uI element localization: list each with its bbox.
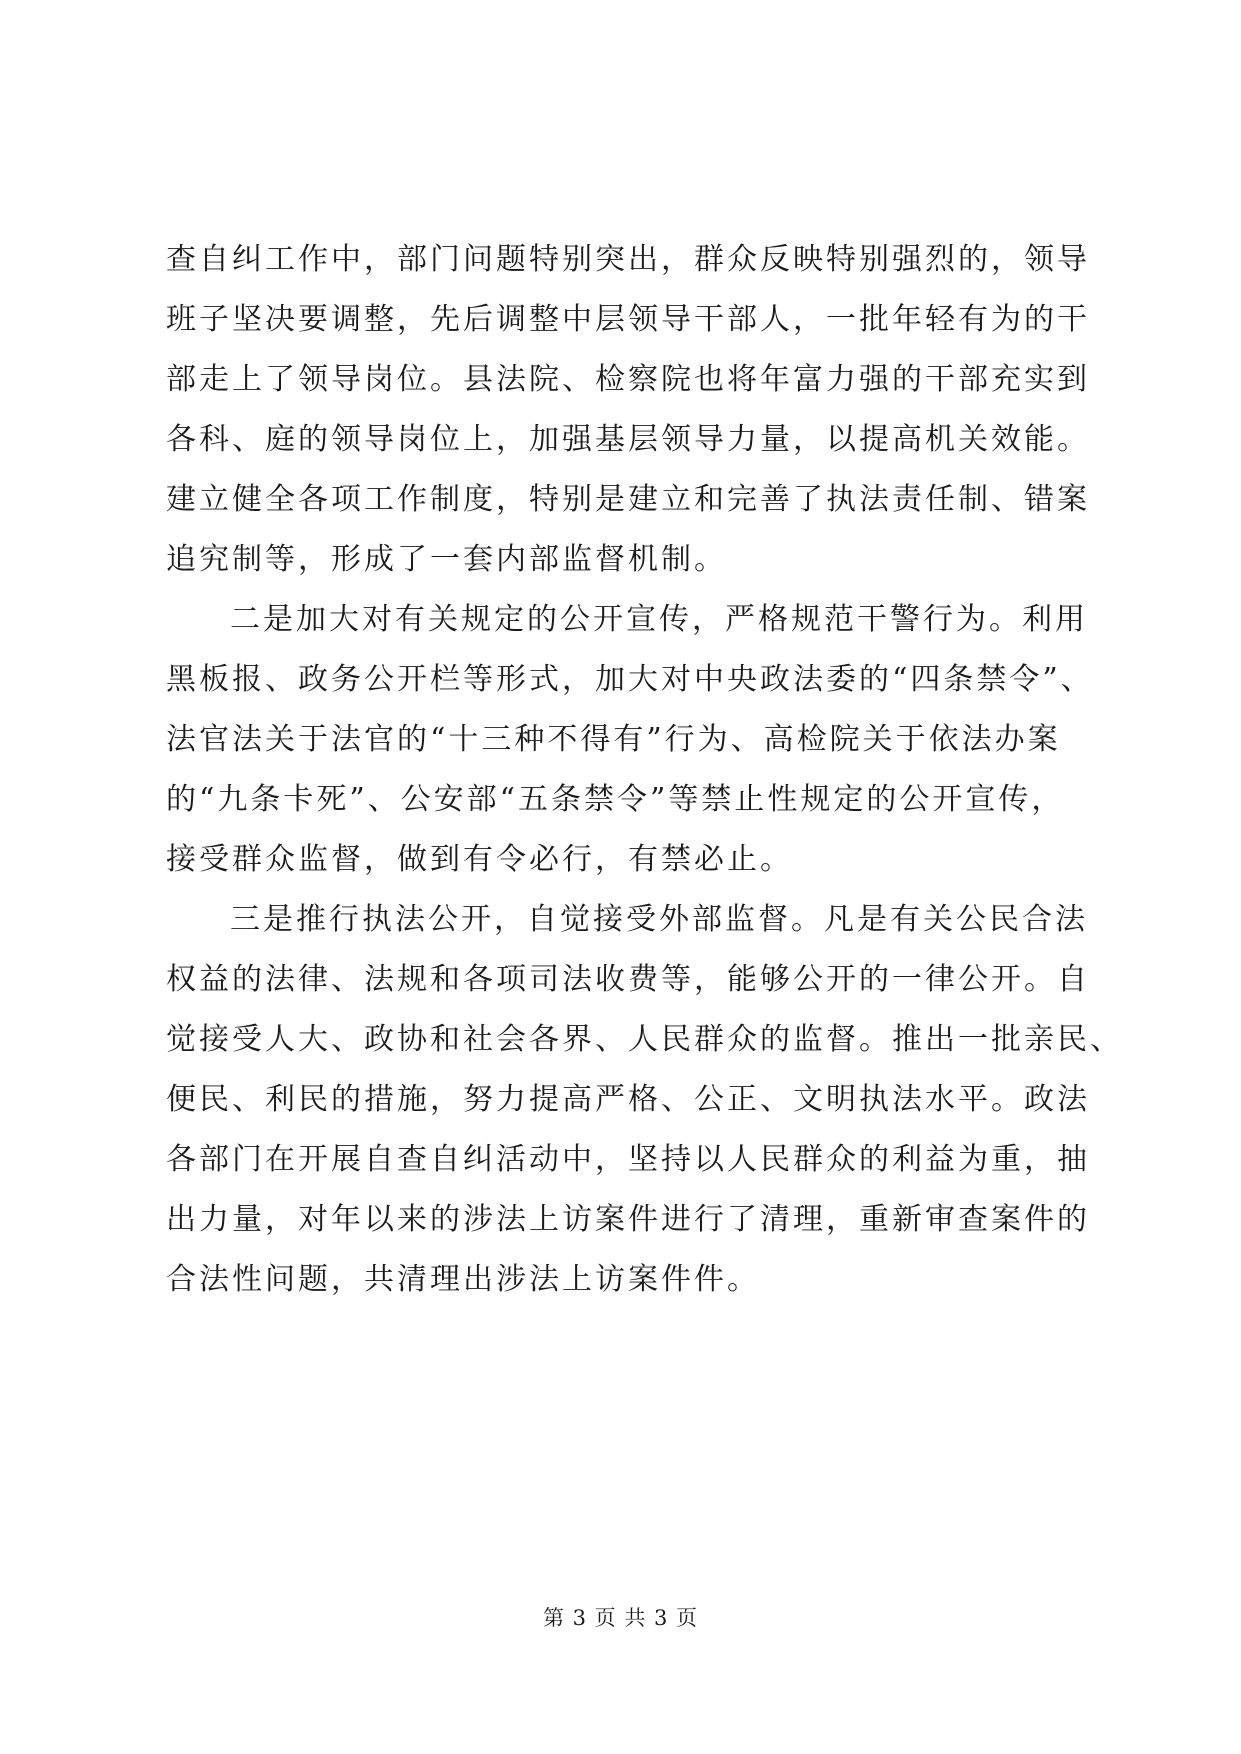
text-line: 出力量，对年以来的涉法上访案件进行了清理，重新审查案件的 [166,1202,1090,1237]
paragraph-start-line: 二是加大对有关规定的公开宣传，严格规范干警行为。利用 [230,602,1088,637]
text-line: 追究制等，形成了一套内部监督机制。 [166,542,727,577]
text-line: 接受群众监督，做到有令必行，有禁必止。 [166,842,793,877]
paragraph-start-line: 三是推行执法公开，自觉接受外部监督。凡是有关公民合法 [230,902,1088,937]
page-number-footer: 第 3 页 共 3 页 [542,1606,699,1630]
text-line: 班子坚决要调整，先后调整中层领导干部人，一批年轻有为的干 [166,302,1090,337]
body-text [166,230,1123,1310]
text-line: 各部门在开展自查自纠活动中，坚持以人民群众的利益为重，抽 [166,1142,1090,1177]
text-line: 法官法关于法官的“十三种不得有”行为、高检院关于依法办案 [166,722,1061,757]
text-line: 各科、庭的领导岗位上，加强基层领导力量，以提高机关效能。 [166,422,1090,457]
text-line: 部走上了领导岗位。县法院、检察院也将年富力强的干部充实到 [166,362,1090,397]
text-line: 建立健全各项工作制度，特别是建立和完善了执法责任制、错案 [166,482,1090,517]
text-line: 便民、利民的措施，努力提高严格、公正、文明执法水平。政法 [166,1082,1090,1117]
text-line: 权益的法律、法规和各项司法收费等，能够公开的一律公开。自 [166,962,1090,997]
text-line: 的“九条卡死”、公安部“五条禁令”等禁止性规定的公开宣传， [166,782,1065,817]
text-line: 黑板报、政务公开栏等形式，加大对中央政法委的“四条禁令”、 [166,662,1094,697]
text-line: 合法性问题，共清理出涉法上访案件件。 [166,1262,760,1297]
text-line: 查自纠工作中，部门问题特别突出，群众反映特别强烈的，领导 [166,242,1090,277]
text-line: 觉接受人大、政协和社会各界、人民群众的监督。推出一批亲民、 [166,1022,1123,1057]
